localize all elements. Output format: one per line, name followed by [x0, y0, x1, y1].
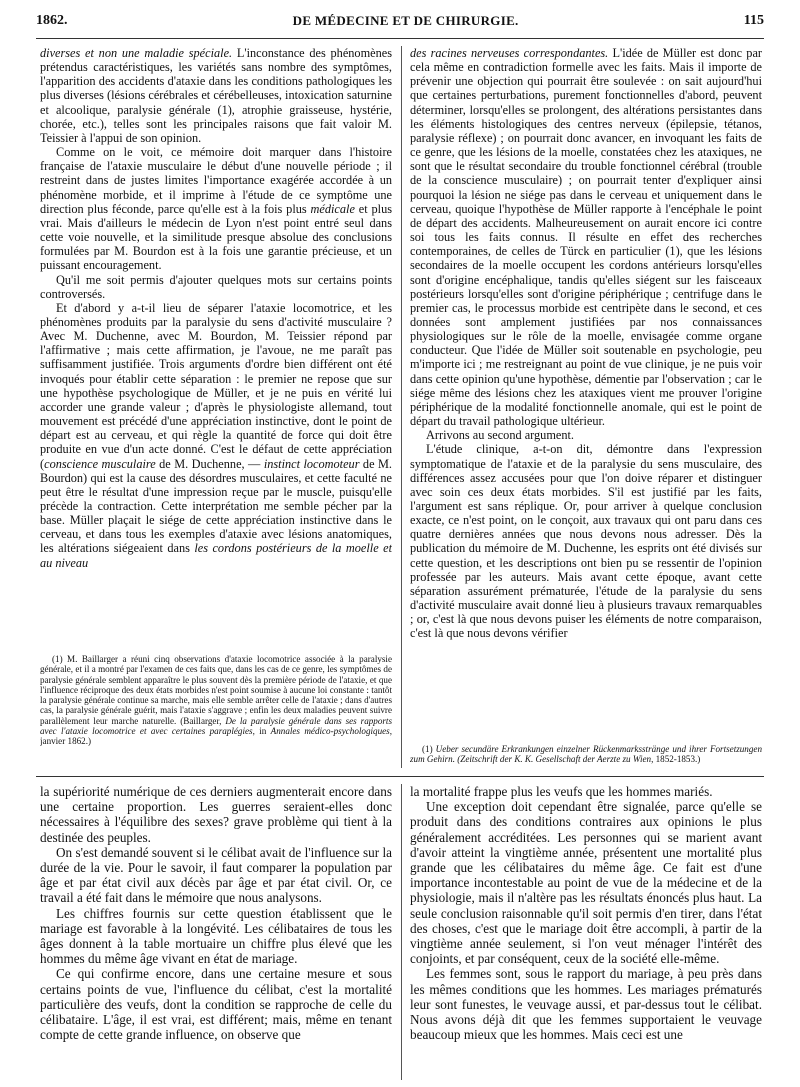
paragraph: Et d'abord y a-t-il lieu de séparer l'ataxie locomotrice, et les phénomènes produits par la paralysie du sens d'activité musculaire ? Avec M. Duchenne, avec M. Bourdon, M. Teissier répond par l'affirmative ; mais cette affirmation, je l'avoue, ne me paraît pas suffisamment justifiée. Trois arguments d'ordre bien différent ont été invoqués pour établir cette séparation : le premier ne repose que sur une hypothèse psychologique de Müller, et je ne puis en vérité lui accorder une grande valeur ; d'après le physiologiste allemand, tout mouvement est précédé d'une appréciation instinctive, dont le point de départ est au cerveau, et qui règle la quantité de force qui doit être produite en vue d'un acte donné. C'est le défaut de cette appréciation (conscience musculaire de M. Duchenne, — instinct locomoteur de M. Bourdon) qui est la cause des désordres musculaires, et cette faculté ne peut être le résultat d'une impression reçue par le muscle, puisqu'elle précède la contraction. Cette interprétation me semble pécher par la base. Müller plaçait le siége de cette appréciation instinctive dans le cerveau, et dans tous les exemples d'ataxie avec lésions anatomiques, les altérations siégeaient dans les cordons postérieurs de la moelle et au niveau: [40, 300, 392, 570]
paragraph: Comme on le voit, ce mémoire doit marquer dans l'histoire française de l'ataxie musculaire le début d'une nouvelle période ; il restreint dans de justes limites l'importance exagérée accordée à un phénomène morbide, et il imprime à l'étude de ce symptôme une direction plus féconde, parce qu'elle est à la fois plus médicale et plus vrai. Mais d'ailleurs le médecin de Lyon n'est point entré seul dans cette voie nouvelle, et la similitude presque absolue des conclusions formulées par M. Bourdon est à la fois une garantie précieuse, et un puissant encouragement.: [40, 145, 392, 273]
paragraph: On s'est demandé souvent si le célibat avait de l'influence sur la durée de la vie. Pour le savoir, il faut comparer la population par âge et par état civil aux décès par âge et par état civil. Or, ce travail a été fait dans le mémoire que nous analysons.: [40, 844, 392, 906]
column-divider-top: [401, 46, 402, 768]
column-left-bottom: [40, 784, 392, 1082]
paragraph: Les femmes sont, sous le rapport du mariage, à peu près dans les mêmes conditions que les hommes. Les mariages prématurés leur sont funestes, le veuvage aussi, et par-dessus tout le célibat. Nous avons déjà dit que les femmes supportaient le veuvage beaucoup mieux que les hommes. Mais ceci est une: [410, 966, 762, 1043]
column-right-bottom: [410, 784, 762, 1082]
paragraph: Arrivons au second argument.: [426, 428, 574, 443]
paragraph: des racines nerveuses correspondantes. L'idée de Müller est donc par cela même en contradiction formelle avec les faits. Mais il importe de prévenir une objection qui pourrait être soulevée : on sait aujourd'hui que certaines perturbations, purement fonctionnelles d'abord, peuvent déterminer, lorsqu'elles se prolongent, des altérations persistantes dans les éléments histologiques des centres nerveux (épilepsie, tétanos, paralysie réflexe) ; on pourrait donc avancer, en invoquant les faits de ce genre, que les lésions de la moelle, constatées chez les ataxiques, ne sont que le résultat secondaire du trouble fonctionnel cérébral (trouble de la conscience musculaire) ; on pourrait tenter d'expliquer ainsi pourquoi la lésion ne siége pas dans le cerveau et uniquement dans le cerveau, quoique l'hypothèse de Müller rapporte à l'encéphale le point de départ des accidents. Malheureusement on aurait encore ici contre soi tous les faits connus. Il résulte en effet des recherches contemporaines, de celles de Türck en particulier (1), que les lésions secondaires de la moelle occupent les cordons antérieurs lorsqu'elles sont d'origine encéphalique, tandis qu'elles siégent sur les faisceaux postérieurs lorsqu'elles sont d'origine périphérique ; centrifuge dans le premier cas, le processus morbide est centripète dans le second, et ces données sont amplement justifiées par nos connaissances physiologiques sur le rôle de la moelle, envisagée comme organe conducteur. Que l'idée de Müller soit soutenable en psychologie, peu m'importe ici ; me restreignant au point de vue clinique, je ne puis voir dans cette opinion qu'une hypothèse, démentie par l'observation ; car le siége même des lésions chez les ataxiques vient me prouver l'origine périphérique de la modalité fonctionnelle anomale, qui est le point de départ du travail pathologique ultérieur.: [410, 46, 762, 429]
header-title: DE MÉDECINE ET DE CHIRURGIE.: [292, 13, 519, 28]
footnote: (1) M. Baillarger a réuni cinq observations d'ataxie locomotrice associée à la paralysie générale, et il a montré par l'examen de ces faits que, dans les cas de ce genre, les symptômes de paralysie générale semblent apparaître le plus souvent dès la première période de l'ataxie, et que l'influence réciproque des deux états morbides n'est point soumise à aucune loi constante : tantôt la paralysie générale continue sa marche, mais elle semble arrêter celle de l'ataxie ; dans d'autres cas, la paralysie générale guérit, mais l'ataxie s'aggrave ; enfin les deux maladies peuvent suivre parallèlement leur marche naturelle. (Baillarger, De la paralysie générale dans ses rapports avec l'ataxie locomotrice et avec certaines paraplégies, in Annales médico-psychologiques, janvier 1862.): [40, 654, 392, 747]
column-divider-bottom: [401, 784, 402, 1080]
paragraph: Qu'il me soit permis d'ajouter quelques mots sur certains points controversés.: [40, 272, 392, 301]
header-year: 1862.: [36, 13, 68, 28]
footnote-right: [410, 744, 762, 768]
section-rule: [36, 776, 764, 777]
footnote: (1) Ueber secundäre Erkrankungen einzelner Rückenmarksstränge und ihrer Fortsetzungen zum Gehirn. (Zeitschrift der K. K. Gesellschaft der Aerzte zu Wien, 1852-1853.): [410, 744, 762, 765]
paragraph: L'étude clinique, a-t-on dit, démontre dans l'expression symptomatique de l'ataxie et de la paralysie du sens musculaire, des différences assez accusées pour que l'on doive réparer et distinguer avec soin ces deux états morbides. S'il est justifié par les faits, l'argument est sans réplique. Or, pour arriver à quelque conclusion exacte, ce n'est point, on le conçoit, aux travaux qui ont paru dans ces quatre dernières années que nous devons nous adresser. Dès la publication du mémoire de M. Duchenne, les esprits ont été divisés sur cette question, et les descriptions ont bien pu se ressentir de l'opinion professée par les auteurs. Mais avant cette époque, avant cette séparation assurément prématurée, l'étude de la paralysie du sens d'activité musculaire avait donné lieu à plusieurs travaux remarquables ; or, c'est là que nous devons puiser les éléments de notre comparaison, c'est là que nous devons vérifier: [410, 442, 762, 641]
paragraph: Ce qui confirme encore, dans une certaine mesure et sous certains points de vue, l'influence du célibat, c'est la mortalité particulière des veufs, dont la condition se rapproche de celle du célibataire. L'âge, il est vrai, est différent; mais, même en tenant compte de cette grande influence, on observe que: [40, 966, 392, 1043]
paragraph: la mortalité frappe plus les veufs que les hommes mariés.: [410, 784, 713, 799]
paragraph: la supériorité numérique de ces derniers augmenterait encore dans une certaine proportion. Les guerres seraient-elles donc nécessaires à l'équilibre des sexes? grave problème qui tient à la destinée des peuples.: [40, 784, 392, 845]
running-header: [36, 6, 764, 36]
paragraph: diverses et non une maladie spéciale. L'inconstance des phénomènes prétendus caractéristiques, les variétés sans nombre des symptômes, l'apparition des accidents d'ataxie dans les conditions pathologiques les plus diverses (lésions cérébrales et cérébelleuses, intoxication saturnine et alcoolique, paralysie générale (1), atrophie graisseuse, hystérie, chorée, etc.), telles sont les principales raisons que fait valoir M. Teissier à l'appui de son opinion.: [40, 46, 392, 145]
column-left-top: [40, 46, 392, 640]
paragraph: Les chiffres fournis sur cette question établissent que le mariage est favorable à la longévité. Les célibataires de tous les âges donnent à la table mortuaire un chiffre plus élevé que les hommes du même âge vivant en état de mariage.: [40, 905, 392, 967]
page-number: 115: [743, 13, 764, 28]
paragraph: Une exception doit cependant être signalée, parce qu'elle se produit dans des conditions contraires aux opinions le plus généralement accréditées. Les personnes qui se marient avant d'avoir atteint la vingtième année, présentent une mortalité plus grande que les célibataires du même âge. Ce fait est d'une importance incontestable au point de vue de la médecine et de la physiologie, mais il n'altère pas les résultats énoncés plus haut. La seule conclusion raisonnable qu'il soit permis d'en tirer, dans l'état des choses, c'est que le mariage doit être accompli, à partir de la vingtième année seulement, si l'on veut ménager l'intérêt des conjoints, et par conséquent, ceux de la société elle-même.: [410, 799, 762, 967]
header-rule: [36, 38, 764, 39]
column-right-top: [410, 46, 762, 730]
footnote-left: [40, 654, 392, 766]
